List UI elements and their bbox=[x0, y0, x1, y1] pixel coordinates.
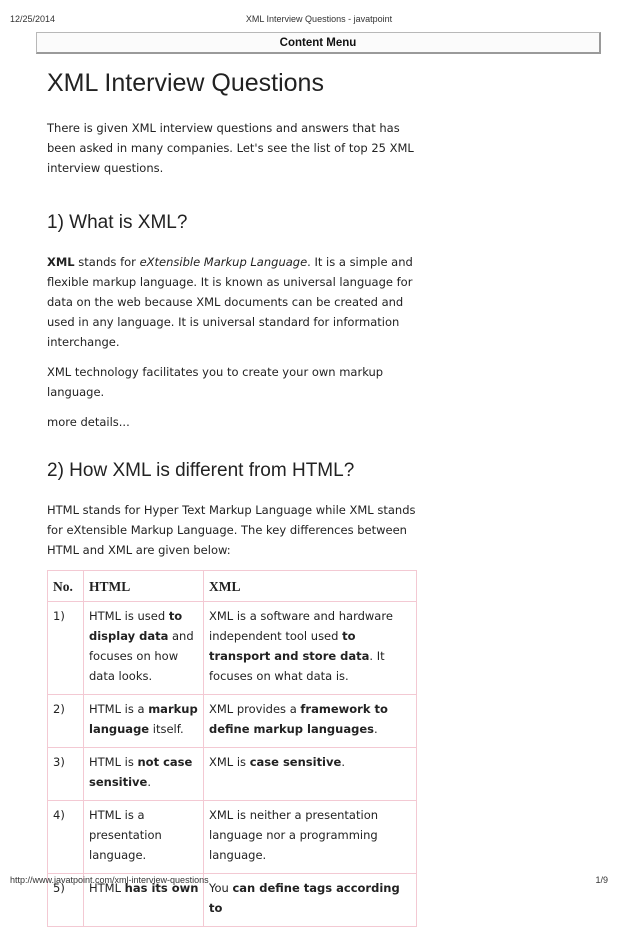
xml-expansion: eXtensible Markup Language bbox=[139, 255, 308, 269]
table-row bbox=[48, 801, 417, 874]
print-date: 12/25/2014 bbox=[10, 14, 56, 24]
question-1-note: XML technology facilitates you to create your own markup language. bbox=[47, 365, 384, 399]
xml-cell bbox=[204, 874, 417, 927]
emphasis-text: to display data bbox=[89, 609, 183, 643]
html-cell bbox=[84, 602, 204, 695]
emphasis-text: to transport and store data bbox=[209, 629, 370, 663]
table-header-row bbox=[48, 571, 417, 602]
print-url: http://www.javatpoint.com/xml-interview-questions bbox=[10, 875, 209, 885]
emphasis-text: has its own bbox=[124, 881, 199, 895]
cell-text: HTML is a bbox=[89, 702, 149, 716]
comparison-table bbox=[47, 570, 417, 927]
table-row bbox=[48, 602, 417, 695]
column-header-no: No. bbox=[48, 571, 84, 602]
emphasis-text: case sensitive bbox=[249, 755, 342, 769]
row-number-cell: 5) bbox=[48, 874, 84, 927]
answer-text: stands for bbox=[74, 255, 140, 269]
cell-text: XML is neither a presentation language nor a programming language. bbox=[209, 808, 379, 862]
cell-text: . bbox=[341, 755, 345, 769]
emphasis-text: framework to define markup languages bbox=[209, 702, 388, 736]
html-cell bbox=[84, 801, 204, 874]
row-number-cell: 4) bbox=[48, 801, 84, 874]
column-header-html: HTML bbox=[84, 571, 204, 602]
question-2-answer: HTML stands for Hyper Text Markup Language while XML stands for eXtensible Markup Language. The key differences between HTML and XML are given below: bbox=[47, 503, 416, 557]
cell-text: HTML is bbox=[89, 755, 138, 769]
cell-text: XML is bbox=[209, 755, 250, 769]
xml-term: XML bbox=[47, 255, 75, 269]
cell-text: . bbox=[147, 775, 152, 789]
cell-text: . bbox=[373, 722, 378, 736]
page-title: XML Interview Questions bbox=[47, 69, 324, 97]
cell-text: HTML bbox=[89, 881, 125, 895]
emphasis-text: markup language bbox=[89, 702, 198, 736]
answer-text: . It is a simple and flexible markup language. It is known as universal language for data on the web because XML documents can be created and used in any language. It is universal standard for information interchange. bbox=[47, 255, 413, 349]
cell-text: XML is a software and hardware independent tool used bbox=[209, 609, 393, 643]
question-1-answer bbox=[47, 252, 419, 352]
emphasis-text: not case sensitive bbox=[89, 755, 193, 789]
article bbox=[47, 66, 419, 927]
html-cell bbox=[84, 748, 204, 801]
cell-text: HTML is a presentation language. bbox=[89, 808, 162, 862]
intro-paragraph: There is given XML interview questions and answers that has been asked in many companies. Let's see the list of top 25 XML interview questions. bbox=[47, 121, 414, 175]
content-menu-button[interactable]: Content Menu bbox=[36, 32, 601, 54]
more-details-link[interactable]: more details... bbox=[47, 415, 130, 429]
html-cell bbox=[84, 695, 204, 748]
cell-text: XML provides a bbox=[209, 702, 301, 716]
print-page-title: XML Interview Questions - javatpoint bbox=[245, 14, 393, 24]
question-1-heading: 1) What is XML? bbox=[47, 212, 188, 233]
cell-text: You bbox=[209, 881, 233, 895]
row-number-cell: 1) bbox=[48, 602, 84, 695]
xml-cell bbox=[204, 695, 417, 748]
xml-cell bbox=[204, 801, 417, 874]
cell-text: and focuses on how data looks. bbox=[89, 629, 194, 683]
page-number: 1/9 bbox=[595, 875, 608, 885]
cell-text: . It focuses on what data is. bbox=[209, 649, 385, 683]
row-number-cell: 2) bbox=[48, 695, 84, 748]
xml-cell bbox=[204, 748, 417, 801]
table-row bbox=[48, 695, 417, 748]
row-number-cell: 3) bbox=[48, 748, 84, 801]
cell-text: HTML is used bbox=[89, 609, 169, 623]
xml-cell bbox=[204, 602, 417, 695]
table-row bbox=[48, 748, 417, 801]
emphasis-text: can define tags according to bbox=[209, 881, 400, 915]
column-header-xml: XML bbox=[204, 571, 417, 602]
cell-text: itself. bbox=[149, 722, 184, 736]
question-2-heading: 2) How XML is different from HTML? bbox=[47, 460, 355, 481]
